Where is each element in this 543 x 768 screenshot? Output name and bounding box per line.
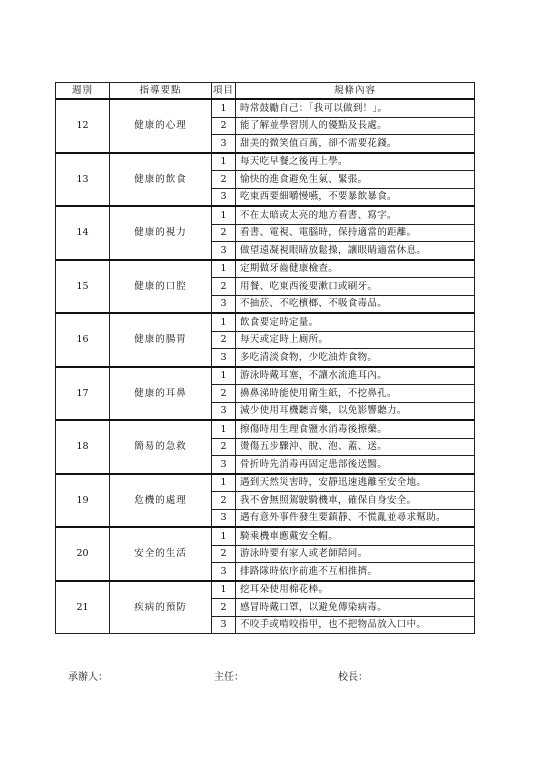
rule-text-cell: 游泳時要有家人或老師陪同。 <box>236 545 475 563</box>
rule-text-cell: 我不會無照駕駛騎機車，確保自身安全。 <box>236 492 475 510</box>
topic-cell: 安全的生活 <box>110 527 212 581</box>
item-number-cell: 2 <box>212 545 236 563</box>
item-number-cell: 3 <box>212 509 236 527</box>
rule-text-cell: 排路隊時依序前進不互相推擠。 <box>236 563 475 581</box>
item-number-cell: 1 <box>212 313 236 331</box>
rule-text-cell: 每天或定時上廁所。 <box>236 331 475 349</box>
rule-text-cell: 遇有意外事件發生要鎮靜、不慌亂並尋求幫助。 <box>236 509 475 527</box>
week-cell: 19 <box>56 474 110 528</box>
topic-cell: 健康的耳鼻 <box>110 367 212 421</box>
table-row <box>56 313 475 331</box>
header-item: 項目 <box>212 83 236 100</box>
topic-cell: 健康的腸胃 <box>110 313 212 367</box>
table-row <box>56 420 475 438</box>
week-cell: 16 <box>56 313 110 367</box>
topic-cell: 簡易的急救 <box>110 420 212 474</box>
rule-text-cell: 甜美的微笑值百萬，卻不需要花錢。 <box>236 135 475 153</box>
rule-text-cell: 看書、電視、電腦時，保持適當的距離。 <box>236 224 475 242</box>
rule-text-cell: 用餐、吃東西後要漱口或刷牙。 <box>236 278 475 296</box>
table-row <box>56 260 475 278</box>
item-number-cell: 2 <box>212 278 236 296</box>
table-row <box>56 581 475 599</box>
item-number-cell: 3 <box>212 188 236 206</box>
item-number-cell: 1 <box>212 260 236 278</box>
item-number-cell: 2 <box>212 171 236 189</box>
table-header-row <box>56 83 475 100</box>
item-number-cell: 3 <box>212 616 236 634</box>
rule-text-cell: 時常鼓勵自己：「我可以做到！」。 <box>236 99 475 117</box>
week-cell: 21 <box>56 581 110 634</box>
item-number-cell: 2 <box>212 331 236 349</box>
item-number-cell: 1 <box>212 420 236 438</box>
rule-text-cell: 不在太暗或太亮的地方看書、寫字。 <box>236 206 475 224</box>
topic-cell: 健康的口腔 <box>110 260 212 314</box>
rule-text-cell: 每天吃早餐之後再上學。 <box>236 153 475 171</box>
rule-text-cell: 感冒時戴口罩，以避免傳染病毒。 <box>236 599 475 617</box>
item-number-cell: 2 <box>212 117 236 135</box>
item-number-cell: 2 <box>212 224 236 242</box>
table-row <box>56 99 475 117</box>
item-number-cell: 2 <box>212 385 236 403</box>
item-number-cell: 3 <box>212 563 236 581</box>
item-number-cell: 1 <box>212 367 236 385</box>
rule-text-cell: 挖耳朵使用棉花棒。 <box>236 581 475 599</box>
rule-text-cell: 做望遠凝視眼睛放鬆操，讓眼睛適當休息。 <box>236 242 475 260</box>
rule-text-cell: 不抽菸、不吃檳榔、不吸食毒品。 <box>236 295 475 313</box>
table-body <box>56 99 475 634</box>
header-week: 週別 <box>56 83 110 100</box>
week-cell: 18 <box>56 420 110 474</box>
item-number-cell: 1 <box>212 527 236 545</box>
item-number-cell: 1 <box>212 474 236 492</box>
week-cell: 12 <box>56 99 110 153</box>
item-number-cell: 3 <box>212 349 236 367</box>
item-number-cell: 1 <box>212 581 236 599</box>
item-number-cell: 3 <box>212 402 236 420</box>
item-number-cell: 3 <box>212 456 236 474</box>
rule-text-cell: 愉快的進食避免生氣、緊張。 <box>236 171 475 189</box>
topic-cell: 健康的飲食 <box>110 153 212 207</box>
item-number-cell: 3 <box>212 295 236 313</box>
item-number-cell: 2 <box>212 599 236 617</box>
week-cell: 20 <box>56 527 110 581</box>
rule-text-cell: 擦傷時用生理食鹽水消毒後擦藥。 <box>236 420 475 438</box>
rule-text-cell: 定期做牙齒健康檢查。 <box>236 260 475 278</box>
rule-text-cell: 擤鼻涕時能使用衛生紙，不挖鼻孔。 <box>236 385 475 403</box>
rule-text-cell: 不咬手或啃咬指甲，也不把物品放入口中。 <box>236 616 475 634</box>
table-row <box>56 367 475 385</box>
item-number-cell: 3 <box>212 135 236 153</box>
table-row <box>56 206 475 224</box>
principal-label: 校長： <box>338 672 368 683</box>
rule-text-cell: 骨折時先消毒再固定患部後送醫。 <box>236 456 475 474</box>
director-label: 主任： <box>214 672 244 683</box>
item-number-cell: 2 <box>212 438 236 456</box>
rule-text-cell: 遇到天然災害時，安靜迅速逃離至安全地。 <box>236 474 475 492</box>
week-cell: 15 <box>56 260 110 314</box>
topic-cell: 健康的視力 <box>110 206 212 260</box>
rule-text-cell: 游泳時戴耳塞，不讓水流進耳內。 <box>236 367 475 385</box>
week-cell: 17 <box>56 367 110 421</box>
table-row <box>56 474 475 492</box>
rule-text-cell: 能了解並學習別人的優點及長處。 <box>236 117 475 135</box>
signature-footer <box>0 668 543 688</box>
item-number-cell: 1 <box>212 206 236 224</box>
rule-text-cell: 燙傷五步驟沖、脫、泡、蓋、送。 <box>236 438 475 456</box>
item-number-cell: 3 <box>212 242 236 260</box>
topic-cell: 疾病的預防 <box>110 581 212 634</box>
item-number-cell: 1 <box>212 153 236 171</box>
rule-text-cell: 多吃清淡食物，少吃油炸食物。 <box>236 349 475 367</box>
rule-text-cell: 吃東西要細嚼慢嚥，不要暴飲暴食。 <box>236 188 475 206</box>
rule-text-cell: 騎乘機車應戴安全帽。 <box>236 527 475 545</box>
rule-text-cell: 減少使用耳機聽音樂，以免影響聽力。 <box>236 402 475 420</box>
handler-label: 承辦人： <box>68 672 108 683</box>
item-number-cell: 1 <box>212 99 236 117</box>
week-cell: 14 <box>56 206 110 260</box>
table-row <box>56 527 475 545</box>
topic-cell: 健康的心理 <box>110 99 212 153</box>
item-number-cell: 2 <box>212 492 236 510</box>
topic-cell: 危機的處理 <box>110 474 212 528</box>
table-row <box>56 153 475 171</box>
header-topic: 指導要點 <box>110 83 212 100</box>
rules-table <box>55 82 475 634</box>
rule-text-cell: 飲食要定時定量。 <box>236 313 475 331</box>
header-rule: 規條內容 <box>236 83 475 100</box>
week-cell: 13 <box>56 153 110 207</box>
